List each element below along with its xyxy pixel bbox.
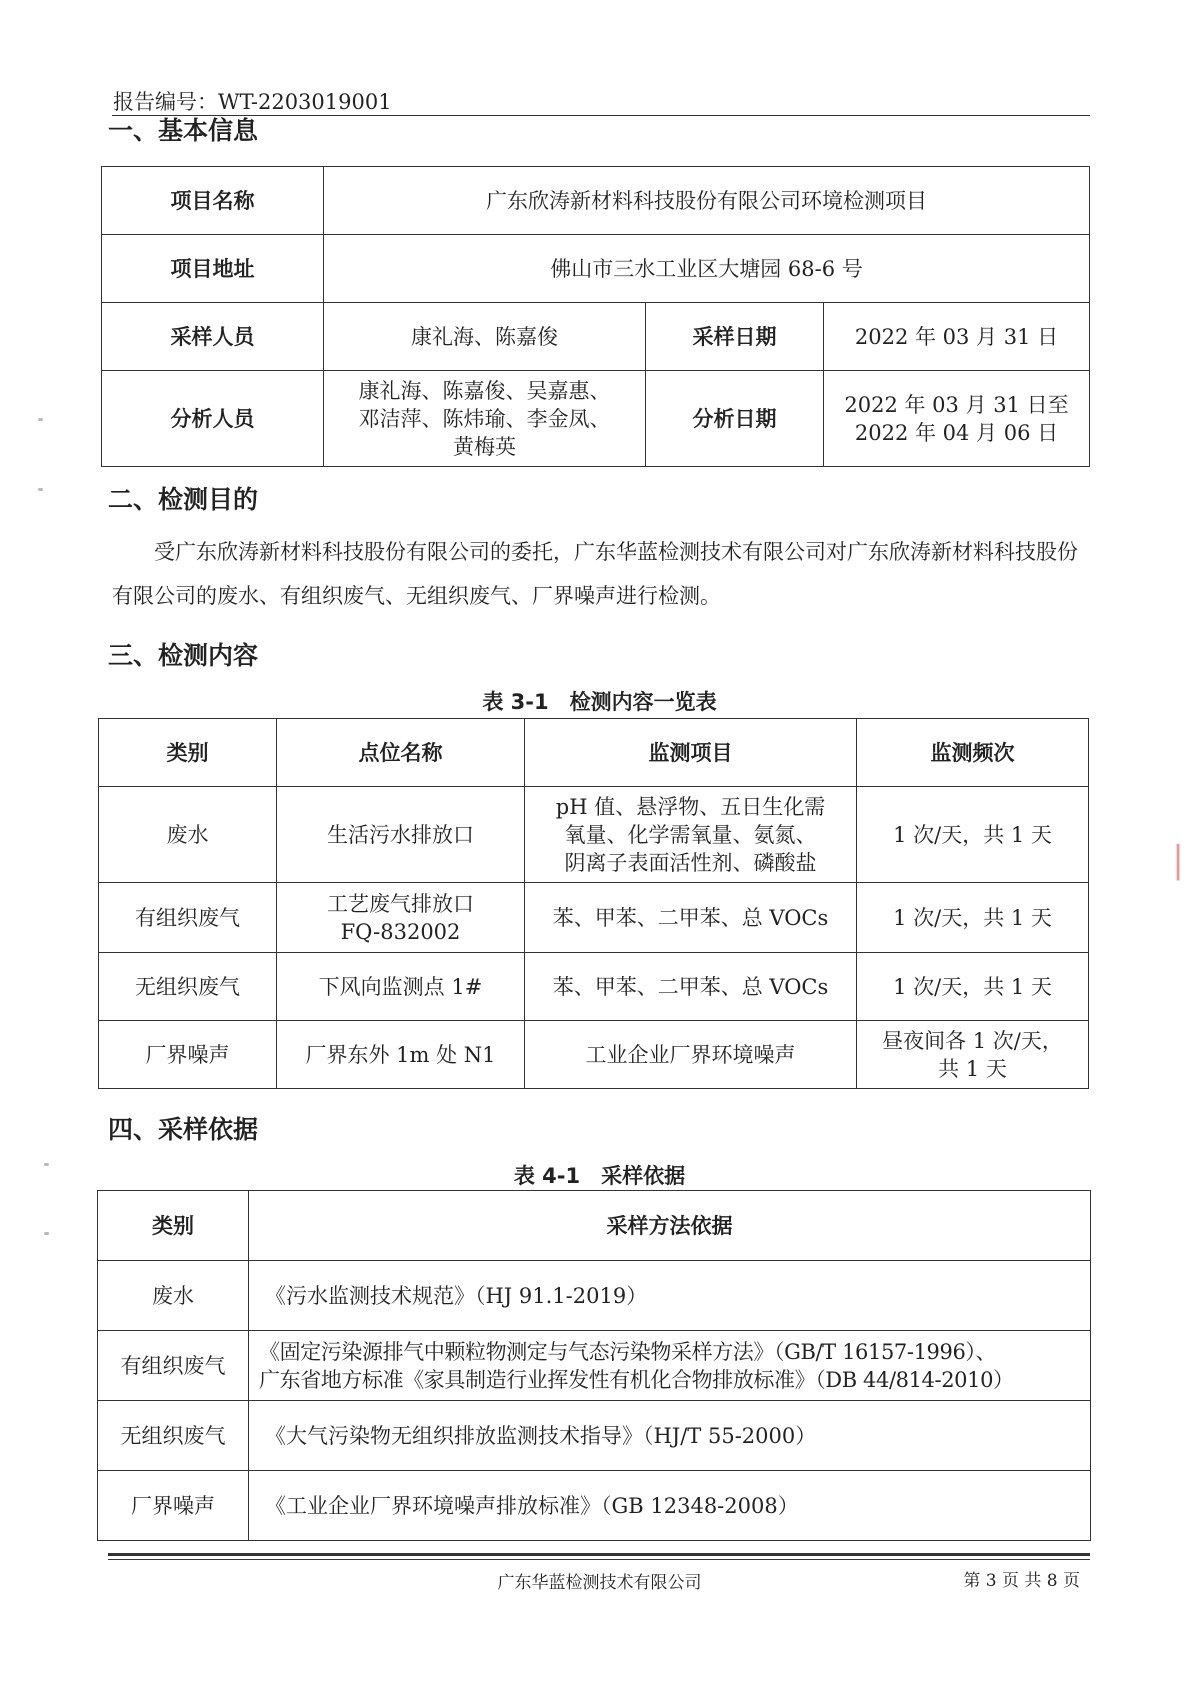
table3-header: 监测频次 (857, 719, 1089, 787)
analysis-date-line: 2022 年 03 月 31 日至 (844, 392, 1069, 417)
analysis-date-label: 分析日期 (646, 371, 824, 467)
category-cell: 厂界噪声 (98, 1471, 249, 1541)
freq-cell: 1 次/天，共 1 天 (857, 787, 1089, 883)
footer-divider-thick (108, 1553, 1090, 1556)
freq-line: 共 1 天 (938, 1056, 1007, 1081)
items-line: pH 值、悬浮物、五日生化需 (555, 794, 826, 819)
point-cell (277, 883, 525, 953)
analysts-label: 分析人员 (102, 371, 324, 467)
table-row (98, 1261, 1091, 1331)
scan-speck (44, 1163, 49, 1166)
analysis-date-line: 2022 年 04 月 06 日 (854, 420, 1059, 445)
category-cell: 厂界噪声 (99, 1021, 277, 1089)
detection-content-table (98, 718, 1089, 1089)
project-name-value: 广东欣涛新材料科技股份有限公司环境检测项目 (324, 167, 1090, 235)
basis-cell (249, 1331, 1091, 1401)
table-row (99, 883, 1089, 953)
analysts-line: 黄梅英 (453, 434, 516, 459)
category-cell: 无组织废气 (99, 953, 277, 1021)
table-row (98, 1331, 1091, 1401)
sampling-basis-table (97, 1190, 1091, 1541)
header-divider (112, 115, 1090, 116)
table3-header: 监测项目 (525, 719, 857, 787)
table-row (98, 1471, 1091, 1541)
analysis-date-value (824, 371, 1090, 467)
purpose-paragraph: 受广东欣涛新材料科技股份有限公司的委托，广东华蓝检测技术有限公司对广东欣涛新材料科技股份有限公司的废水、有组织废气、无组织废气、厂界噪声进行检测。 (112, 540, 1078, 608)
project-address-label: 项目地址 (102, 235, 324, 303)
section-title-content: 三、检测内容 (108, 641, 259, 670)
basic-info-table (101, 166, 1090, 467)
point-cell: 下风向监测点 1# (277, 953, 525, 1021)
table4-caption: 表 4-1 采样依据 (513, 1164, 686, 1188)
scan-speck (38, 488, 43, 491)
section-title-sampling-basis: 四、采样依据 (108, 1115, 259, 1144)
sampling-date-value: 2022 年 03 月 31 日 (824, 303, 1090, 371)
section-title-purpose: 二、检测目的 (108, 485, 259, 514)
project-address-value: 佛山市三水工业区大塘园 68-6 号 (324, 235, 1090, 303)
table4-header: 采样方法依据 (249, 1191, 1091, 1261)
category-cell: 废水 (99, 787, 277, 883)
analysts-line: 康礼海、陈嘉俊、吴嘉惠、 (358, 378, 611, 403)
items-cell: 苯、甲苯、二甲苯、总 VOCs (525, 953, 857, 1021)
items-cell: 苯、甲苯、二甲苯、总 VOCs (525, 883, 857, 953)
samplers-label: 采样人员 (102, 303, 324, 371)
table-row (99, 787, 1089, 883)
scan-speck (38, 418, 43, 421)
table4-header: 类别 (98, 1191, 249, 1261)
stamp-fragment: | (1172, 840, 1185, 881)
freq-cell: 1 次/天，共 1 天 (857, 953, 1089, 1021)
items-line: 氧量、化学需氧量、氨氮、 (564, 822, 817, 847)
basis-cell: 《大气污染物无组织排放监测技术指导》（HJ/T 55-2000） (249, 1401, 1091, 1471)
basis-line: 《固定污染源排气中颗粒物测定与气态污染物采样方法》（GB/T 16157-1996）、 (259, 1339, 997, 1364)
category-cell: 有组织废气 (98, 1331, 249, 1401)
footer-page-number: 第 3 页 共 8 页 (963, 1571, 1080, 1591)
freq-cell (857, 1021, 1089, 1089)
basis-cell: 《污水监测技术规范》（HJ 91.1-2019） (249, 1261, 1091, 1331)
point-cell: 厂界东外 1m 处 N1 (277, 1021, 525, 1089)
table-row (99, 953, 1089, 1021)
analysts-line: 邓洁萍、陈炜瑜、李金凤、 (358, 406, 611, 431)
basis-cell: 《工业企业厂界环境噪声排放标准》（GB 12348-2008） (249, 1471, 1091, 1541)
category-cell: 废水 (98, 1261, 249, 1331)
samplers-value: 康礼海、陈嘉俊 (324, 303, 646, 371)
category-cell: 有组织废气 (99, 883, 277, 953)
category-cell: 无组织废气 (98, 1401, 249, 1471)
table-row (99, 1021, 1089, 1089)
analysts-value (324, 371, 646, 467)
items-line: 阴离子表面活性剂、磷酸盐 (564, 850, 817, 875)
footer-company: 广东华蓝检测技术有限公司 (497, 1573, 702, 1593)
items-cell (525, 787, 857, 883)
point-line: FQ-832002 (340, 919, 461, 944)
footer-divider-thin (108, 1559, 1090, 1560)
freq-cell: 1 次/天，共 1 天 (857, 883, 1089, 953)
table3-header: 点位名称 (277, 719, 525, 787)
sampling-date-label: 采样日期 (646, 303, 824, 371)
table-row (98, 1401, 1091, 1471)
project-name-label: 项目名称 (102, 167, 324, 235)
basis-line: 广东省地方标准《家具制造行业挥发性有机化合物排放标准》（DB 44/814-2010） (259, 1367, 1014, 1392)
items-cell: 工业企业厂界环境噪声 (525, 1021, 857, 1089)
table3-caption: 表 3-1 检测内容一览表 (482, 690, 717, 714)
table3-header: 类别 (99, 719, 277, 787)
section-title-basic-info: 一、基本信息 (108, 116, 259, 145)
report-number: 报告编号：WT-2203019001 (113, 90, 392, 114)
freq-line: 昼夜间各 1 次/天， (882, 1028, 1063, 1053)
point-cell: 生活污水排放口 (277, 787, 525, 883)
point-line: 工艺废气排放口 (327, 891, 474, 916)
scan-speck (44, 1232, 49, 1235)
